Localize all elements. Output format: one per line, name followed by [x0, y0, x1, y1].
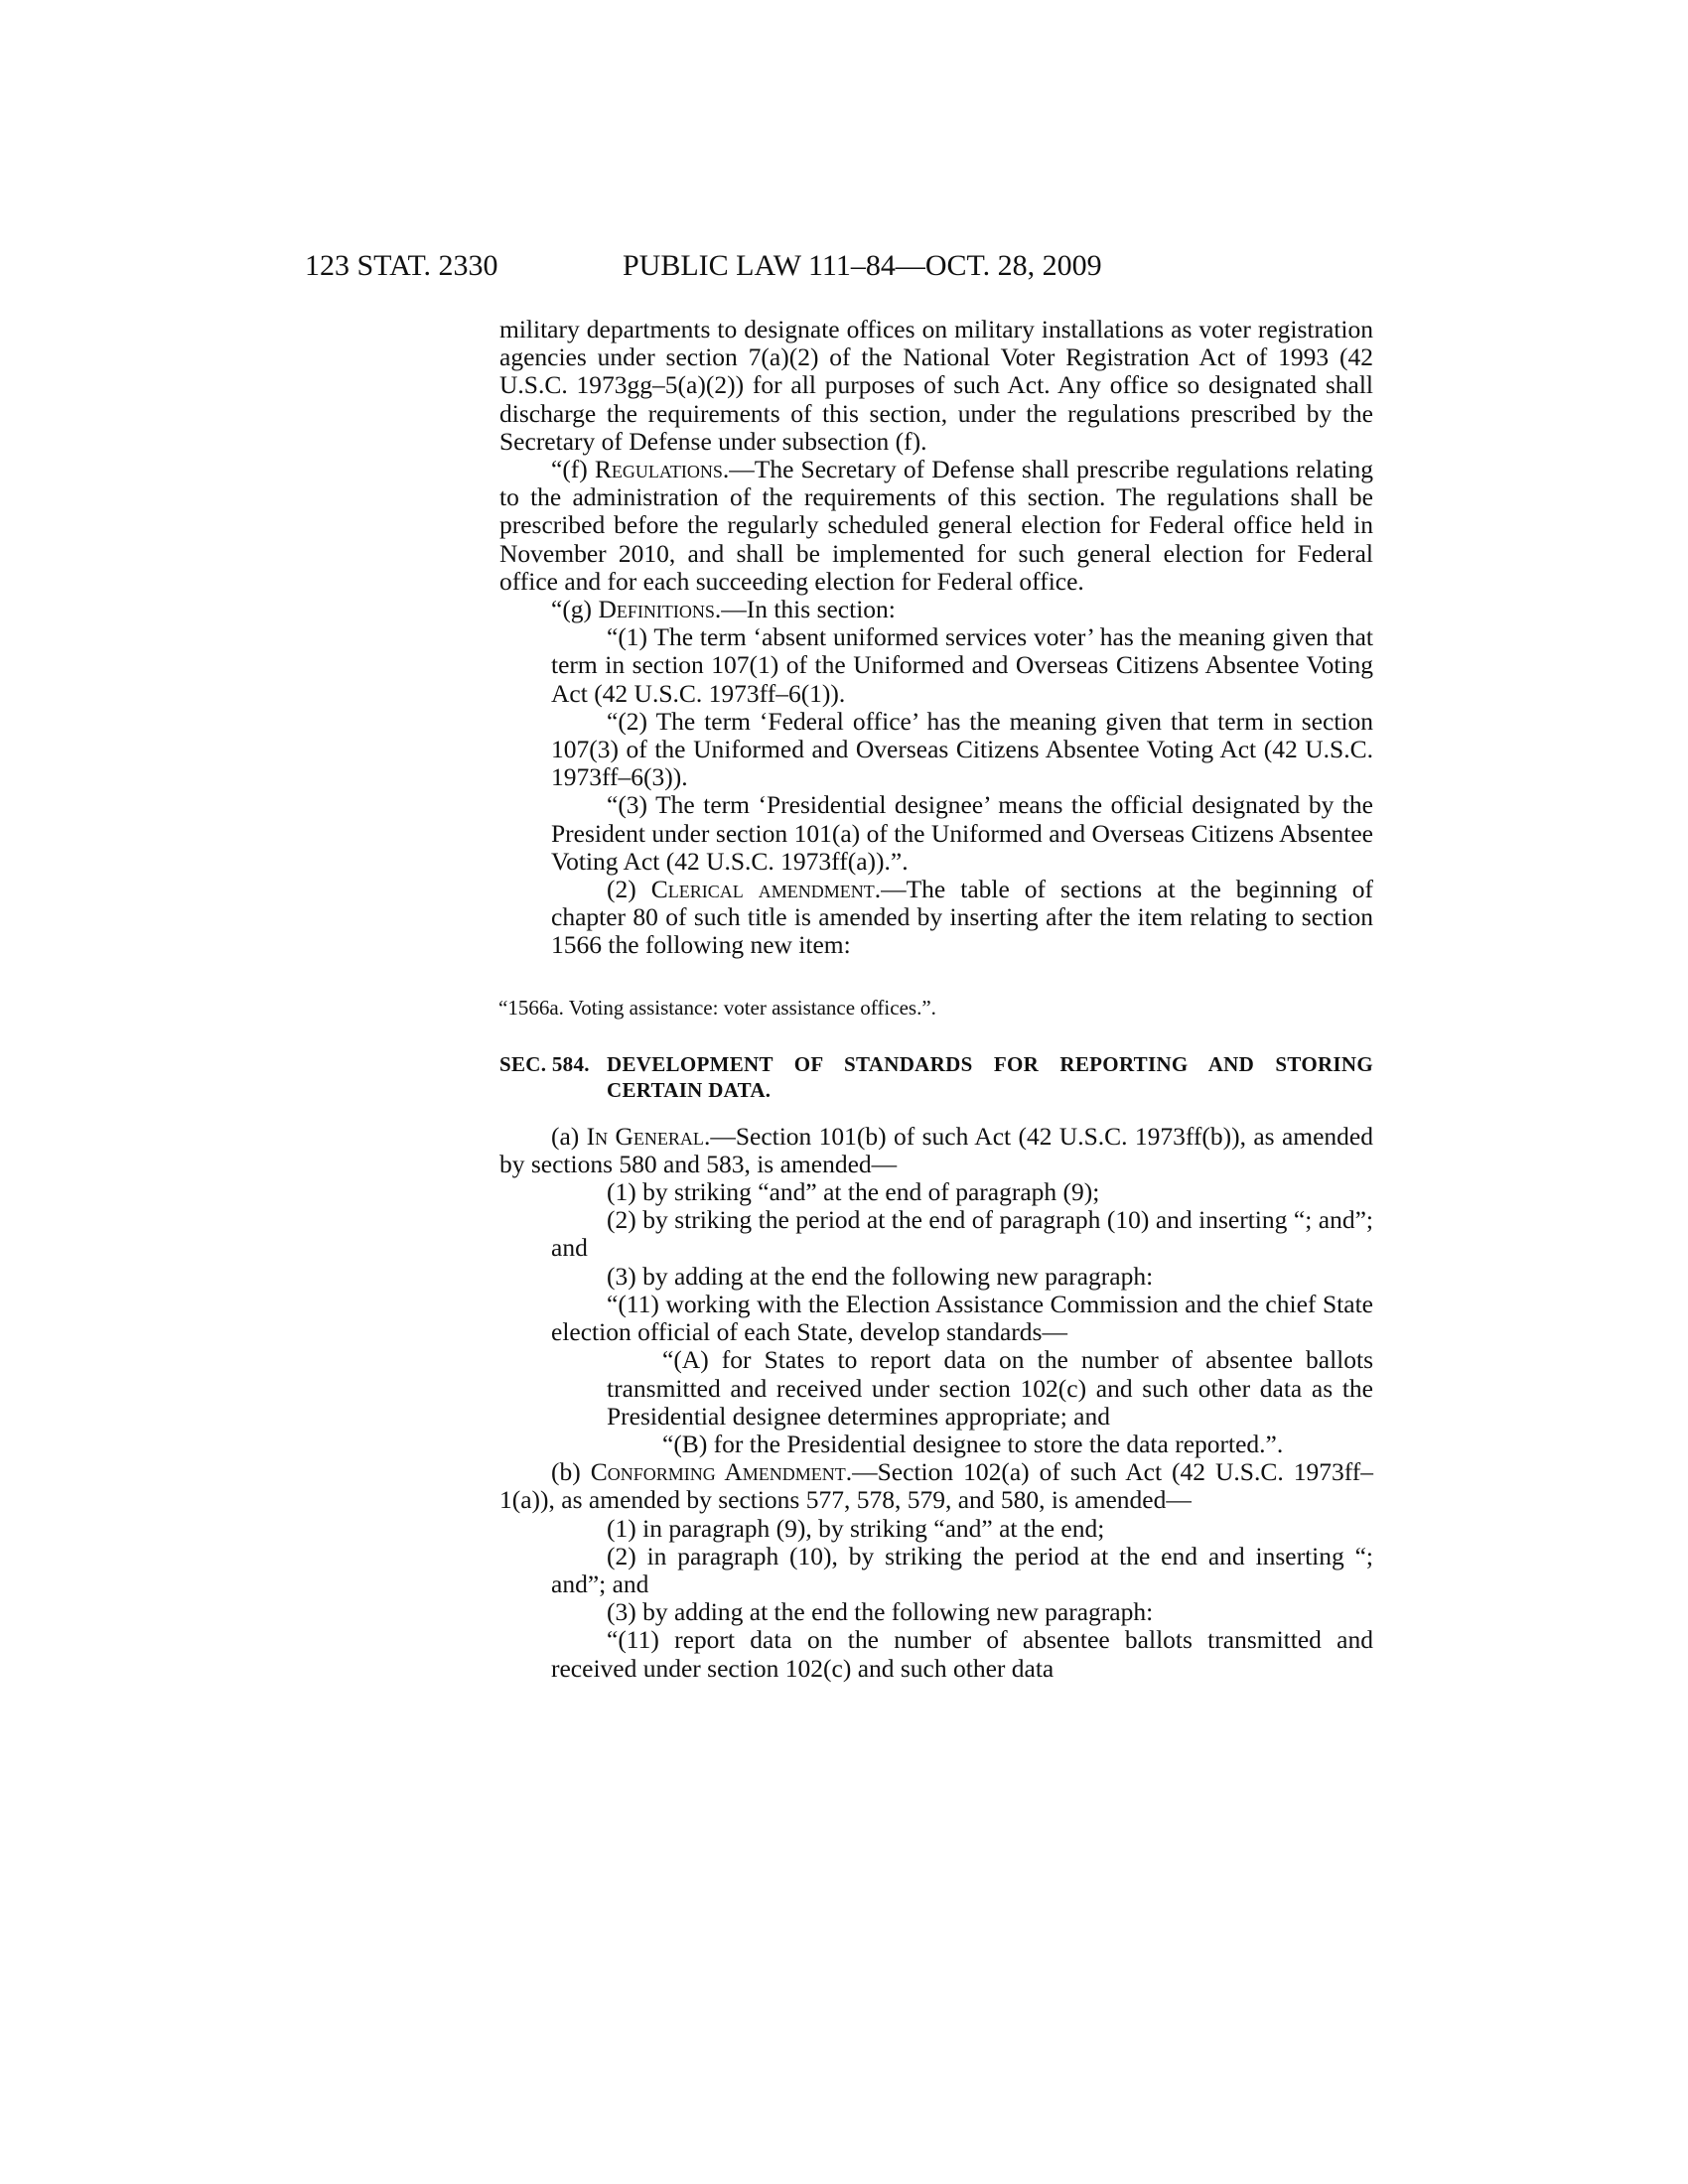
section-number: SEC. 584. [499, 1051, 590, 1076]
public-law-running-head: PUBLIC LAW 111–84—OCT. 28, 2009 [623, 249, 1102, 282]
subsection-b-prefix: (b) [551, 1457, 591, 1487]
subsection-a-heading: In General [586, 1121, 704, 1151]
subsection-g-prefix: “(g) [551, 595, 599, 624]
subsection-a-item-3: (3) by adding at the end the following new paragraph: [607, 1261, 1154, 1291]
section-title: DEVELOPMENT OF STANDARDS FOR REPORTING AND STORING CERTAIN DATA. [607, 1051, 1373, 1102]
subsection-g-heading: Definitions [598, 595, 715, 624]
subsection-f-prefix: “(f) [551, 455, 595, 484]
table-of-sections-item: “1566a. Voting assistance: voter assistance offices.”. [498, 995, 936, 1020]
subsection-f [499, 456, 1373, 596]
document-body [499, 316, 1373, 1683]
subsection-b-heading: Conforming Amendment [590, 1457, 846, 1487]
new-paragraph-11-report: “(11) report data on the number of absentee ballots transmitted and received under section 102(c) and such other data [551, 1625, 1373, 1683]
paragraph-continuation: military departments to designate offices on military installations as voter registration agencies under section 7(a)(2) of the National Voter Registration Act of 1993 (42 U.S.C. 1973gg–5(a)(2)) for all purposes of such Act. Any office so designated shall discharge the requirements of this section, under the regulations prescribed by the Secretary of Defense under subsection (f). [499, 315, 1373, 456]
subsection-b-item-3: (3) by adding at the end the following new paragraph: [607, 1597, 1154, 1627]
new-subparagraph-a: “(A) for States to report data on the number of absentee ballots transmitted and received under section 102(c) and such other data as the Presidential designee determines appropriate; and [607, 1345, 1373, 1431]
new-paragraph-11-standards: “(11) working with the Election Assistance Commission and the chief State election official of each State, develop standards— [551, 1289, 1373, 1347]
clerical-amendment-text: .—The table of sections at the beginning of chapter 80 of such title is amended by inserting after the item relating to section 1566 the following new item: [551, 875, 1373, 960]
clerical-amendment-heading: Clerical amendment [650, 875, 875, 904]
subsection-a [499, 1123, 1373, 1178]
subsection-f-heading: Regulations [594, 455, 723, 484]
subsection-a-prefix: (a) [551, 1121, 587, 1151]
subsection-b-item-1: (1) in paragraph (9), by striking “and” at the end; [607, 1513, 1105, 1543]
clerical-amendment [499, 876, 1373, 960]
subsection-a-text: .—Section 101(b) of such Act (42 U.S.C. 1973ff(b)), as amended by sections 580 and 583, is amended— [499, 1121, 1373, 1178]
definition-1: “(1) The term ‘absent uniformed services voter’ has the meaning given that term in section 107(1) of the Uniformed and Overseas Citizens Absentee Voting Act (42 U.S.C. 1973ff–6(1)). [551, 622, 1373, 708]
subsection-f-text: .—The Secretary of Defense shall prescribe regulations relating to the administration of the requirements of this section. The regulations shall be prescribed before the regularly scheduled general election for Federal office held in November 2010, and shall be implemented for such general election for Federal office and for each succeeding election for Federal office. [499, 455, 1373, 596]
subsection-g [499, 596, 1373, 623]
definition-2: “(2) The term ‘Federal office’ has the meaning given that term in section 107(3) of the Uniformed and Overseas Citizens Absentee Voting Act (42 U.S.C. 1973ff–6(3)). [551, 706, 1373, 792]
subsection-g-text: .—In this section: [714, 595, 896, 624]
subsection-b [499, 1458, 1373, 1514]
statute-page-number: 123 STAT. 2330 [305, 249, 498, 282]
subsection-a-item-2: (2) by striking the period at the end of paragraph (10) and inserting “; and”; and [551, 1205, 1373, 1263]
definition-3: “(3) The term ‘Presidential designee’ means the official designated by the President under section 101(a) of the Uniformed and Overseas Citizens Absentee Voting Act (42 U.S.C. 1973ff(a)).”. [551, 790, 1373, 876]
subsection-a-item-1: (1) by striking “and” at the end of paragraph (9); [607, 1177, 1100, 1207]
subsection-b-text: .—Section 102(a) of such Act (42 U.S.C. 1973ff–1(a)), as amended by sections 577, 578, 579, and 580, is amended— [499, 1457, 1373, 1515]
subsection-b-item-2: (2) in paragraph (10), by striking the period at the end and inserting “; and”; and [551, 1541, 1373, 1598]
new-subparagraph-b: “(B) for the Presidential designee to store the data reported.”. [662, 1429, 1284, 1458]
page-header [305, 246, 1377, 286]
section-heading [499, 1051, 1373, 1103]
clerical-amendment-prefix: (2) [607, 875, 651, 904]
